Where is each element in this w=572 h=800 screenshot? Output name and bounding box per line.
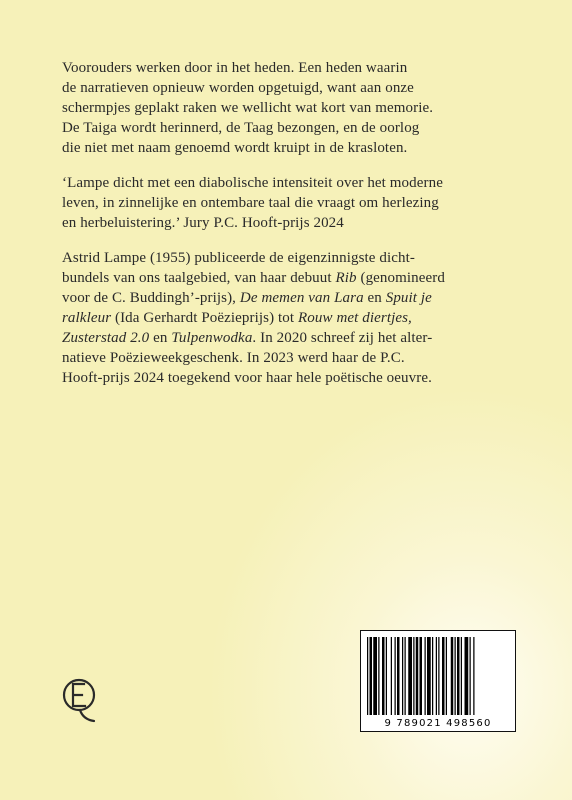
bio-line (62, 288, 522, 308)
author-bio-paragraph (62, 248, 522, 388)
quote-line: en herbeluistering.’ Jury P.C. Hooft-prijs 2024 (62, 215, 344, 231)
blurb-line: de narratieven opnieuw worden opgetuigd, want aan onze (62, 80, 414, 96)
blurb-line: Voorouders werken door in het heden. Een heden waarin (62, 60, 408, 76)
bio-line: natieve Poëzieweekgeschenk. In 2023 werd haar de P.C. (62, 350, 405, 366)
bio-text: bundels van ons taalgebied, van haar debuut (62, 270, 336, 286)
book-title: Tulpenwodka (171, 330, 253, 346)
book-title: Zusterstad 2.0 (62, 330, 150, 346)
bio-line (62, 328, 522, 348)
bio-line: Astrid Lampe (1955) publiceerde de eigenzinnigste dicht- (62, 250, 415, 266)
isbn-barcode (360, 630, 516, 732)
book-title: ralkleur (62, 310, 112, 326)
bio-text: (Ida Gerhardt Poëzieprijs) tot (111, 310, 299, 326)
book-title: Spuit je (385, 290, 432, 306)
blurb-paragraph (62, 58, 522, 158)
blurb-line: schermpjes geplakt raken we wellicht wat kort van memorie. (62, 100, 434, 116)
bio-line (62, 268, 522, 288)
book-title: Rouw met diertjes, (298, 310, 412, 326)
jury-quote-paragraph (62, 173, 522, 233)
book-title: De memen van Lara (239, 290, 364, 306)
barcode-bars (361, 631, 515, 731)
isbn-number: 9 789021 498560 (384, 718, 492, 729)
quote-line: leven, in zinnelijke en ontembare taal die vraagt om herlezing (62, 195, 439, 211)
bio-text: en (363, 290, 386, 306)
quote-line: ‘Lampe dicht met een diabolische intensiteit over het moderne (62, 175, 443, 191)
bio-text: . In 2020 schreef zij het alter- (252, 330, 433, 346)
bio-text: voor de C. Buddingh’-prijs), (62, 290, 237, 306)
bio-line: Hooft-prijs 2024 toegekend voor haar hele poëtische oeuvre. (62, 370, 432, 386)
bio-line (62, 308, 522, 328)
bio-text: en (149, 330, 172, 346)
blurb-line: De Taiga wordt herinnerd, de Taag bezongen, en de oorlog (62, 120, 420, 136)
blurb-line: die niet met naam genoemd wordt kruipt in de krasloten. (62, 140, 408, 156)
bio-text: (genomineerd (356, 270, 445, 286)
querido-qe-logo-icon (60, 676, 100, 726)
book-title: Rib (335, 270, 357, 286)
